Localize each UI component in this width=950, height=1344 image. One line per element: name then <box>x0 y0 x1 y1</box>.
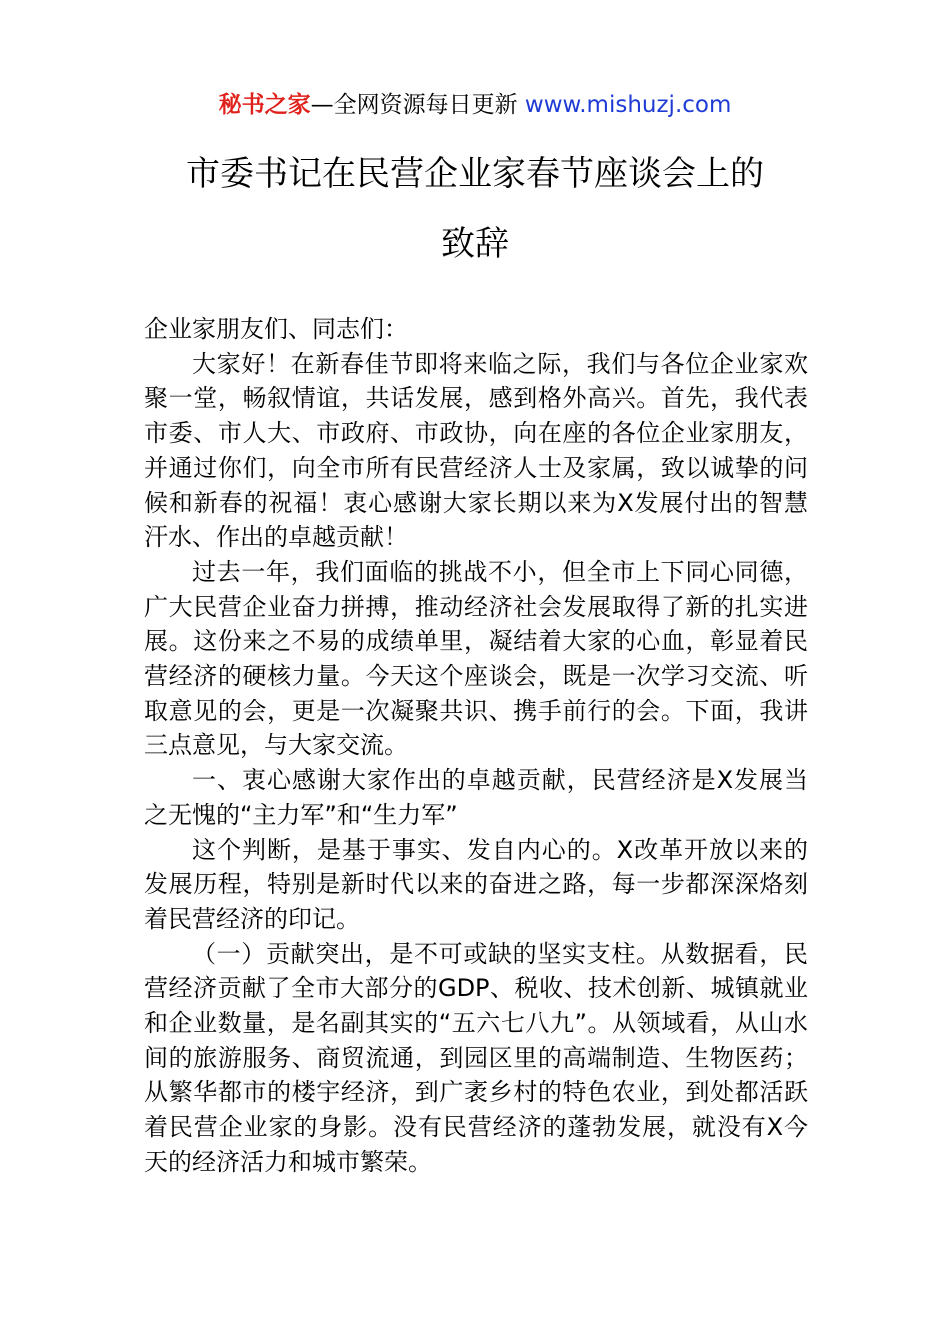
document-title-line-2: 致辞 <box>441 224 509 264</box>
salutation: 企业家朋友们、同志们： <box>144 315 408 343</box>
document-title-line-1: 市委书记在民营企业家春节座谈会上的 <box>186 154 764 194</box>
paragraph-judgment: 这个判断，是基于事实、发自内心的。X改革开放以来的发展历程，特别是新时代以来的奋进之路，每一步都深深烙刻着民营经济的印记。 <box>144 835 808 933</box>
paragraph-review: 过去一年，我们面临的挑战不小，但全市上下同心同德，广大民营企业奋力拼搏，推动经济社会发展取得了新的扎实进展。这份来之不易的成绩单里，凝结着大家的心血，彰显着民营经济的硬核力量。今天这个座谈会，既是一次学习交流、听取意见的会，更是一次凝聚共识、携手前行的会。下面，我讲三点意见，与大家交流。 <box>144 557 808 760</box>
brand-name: 秘书之家 <box>218 92 311 118</box>
header-slogan: —全网资源每日更新 <box>310 92 525 118</box>
header-banner <box>0 88 950 122</box>
website-link[interactable]: www.mishuzj.com <box>524 92 732 118</box>
document-body <box>144 312 808 1180</box>
section-heading-1: 一、衷心感谢大家作出的卓越贡献，民营经济是X发展当之无愧的“主力军”和“生力军” <box>144 766 808 829</box>
paragraph-greeting: 大家好！在新春佳节即将来临之际，我们与各位企业家欢聚一堂，畅叙情谊，共话发展，感到格外高兴。首先，我代表市委、市人大、市政府、市政协，向在座的各位企业家朋友，并通过你们，向全市所有民营经济人士及家属，致以诚挚的问候和新春的祝福！衷心感谢大家长期以来为X发展付出的智慧汗水、作出的卓越贡献！ <box>144 349 808 552</box>
paragraph-contribution: （一）贡献突出，是不可或缺的坚实支柱。从数据看，民营经济贡献了全市大部分的GDP、税收、技术创新、城镇就业和企业数量，是名副其实的“五六七八九”。从领域看，从山水间的旅游服务、商贸流通，到园区里的高端制造、生物医药；从繁华都市的楼宇经济，到广袤乡村的特色农业，到处都活跃着民营企业家的身影。没有民营经济的蓬勃发展，就没有X今天的经济活力和城市繁荣。 <box>144 939 808 1176</box>
